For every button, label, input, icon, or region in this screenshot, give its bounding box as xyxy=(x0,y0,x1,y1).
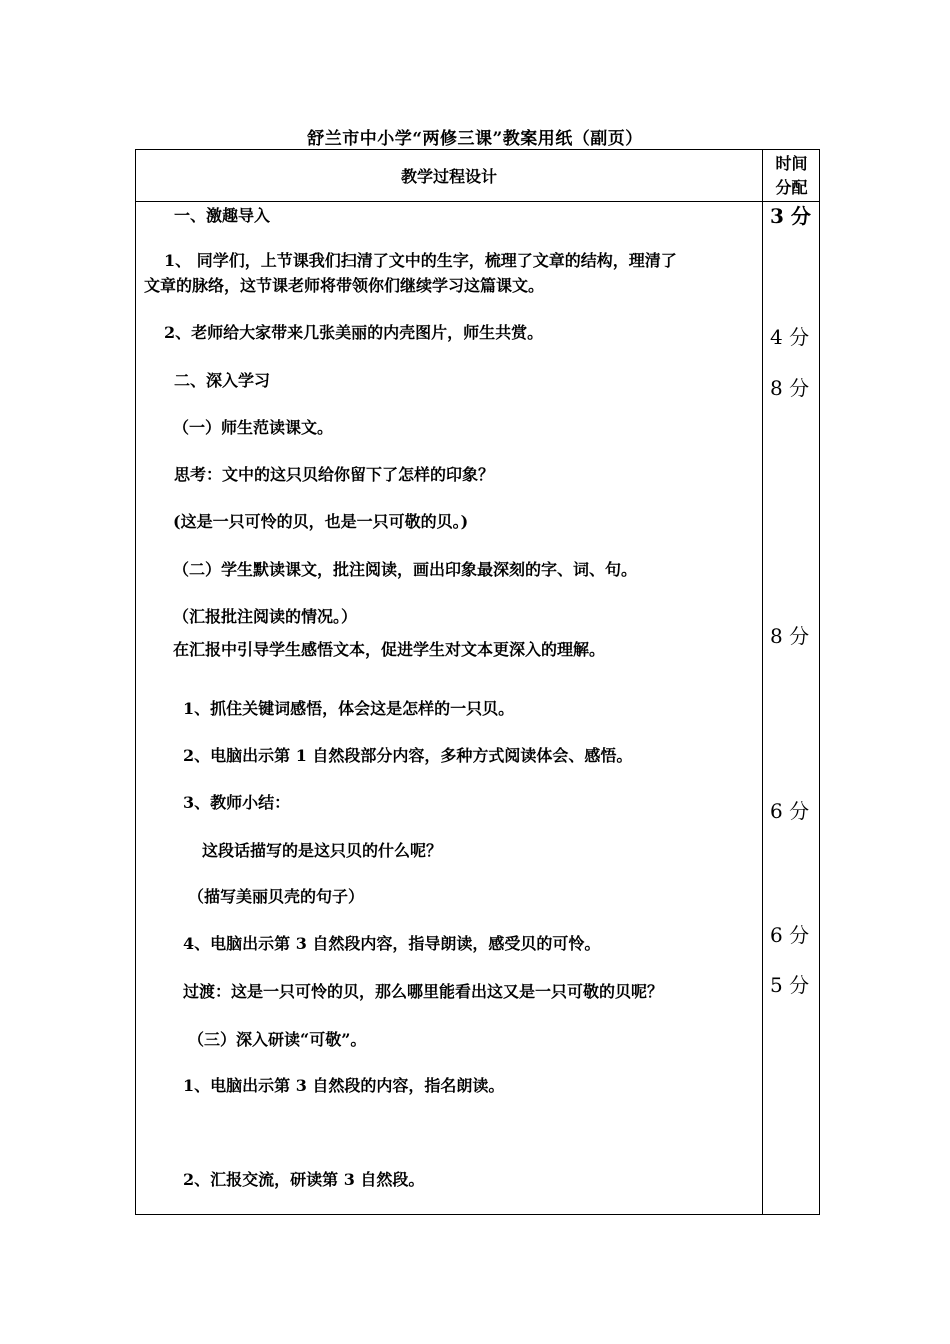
time-images: 4 分 xyxy=(770,325,810,349)
step-2-paragraph-1: 2、电脑出示第 1 自然段部分内容，多种方式阅读体会、感悟。 xyxy=(183,746,633,765)
time-paragraph-3: 6 分 xyxy=(770,923,810,947)
deep-step-2: 2、汇报交流，研读第 3 自然段。 xyxy=(183,1170,425,1189)
subsection-1: （一）师生范读课文。 xyxy=(173,418,334,437)
section-deep-study-heading: 二、深入学习 xyxy=(174,371,271,390)
section-intro-heading: 一、激趣导入 xyxy=(174,206,271,225)
subsection-2: （二）学生默读课文，批注阅读，画出印象最深刻的字、词、句。 xyxy=(173,560,638,579)
header-teaching-process: 教学过程设计 xyxy=(400,167,497,186)
intro-item-1: 1、 同学们，上节课我们扫清了文中的生字，梳理了文章的结构，理清了 xyxy=(164,251,677,270)
guide-understanding: 在汇报中引导学生感悟文本，促进学生对文本更深入的理解。 xyxy=(173,640,606,659)
step-1-keywords: 1、抓住关键词感悟，体会这是怎样的一只贝。 xyxy=(183,699,515,718)
intro-item-1-cont: 文章的脉络，这节课老师将带领你们继续学习这篇课文。 xyxy=(144,276,545,295)
step-3-summary: 3、教师小结： xyxy=(183,793,291,812)
time-summary: 6 分 xyxy=(770,799,810,823)
header-divider xyxy=(136,201,819,202)
deep-step-1: 1、电脑出示第 3 自然段的内容，指名朗读。 xyxy=(183,1076,505,1095)
question-impression: 思考：文中的这只贝给你留下了怎样的印象？ xyxy=(174,465,495,484)
intro-item-2: 2、老师给大家带来几张美丽的内壳图片，师生共赏。 xyxy=(164,323,544,342)
header-time-line2: 分配 xyxy=(775,177,808,197)
column-divider xyxy=(762,150,763,1214)
subsection-3: （三）深入研读“可敬”。 xyxy=(188,1030,367,1049)
transition: 过渡：这是一只可怜的贝，那么哪里能看出这又是一只可敬的贝呢？ xyxy=(183,982,664,1001)
document-title: 舒兰市中小学“两修三课”教案用纸（副页） xyxy=(307,129,643,149)
time-reading: 8 分 xyxy=(770,376,810,400)
report-annotation: （汇报批注阅读的情况。） xyxy=(173,607,358,626)
summary-answer: （描写美丽贝壳的句子） xyxy=(188,887,365,906)
time-report: 8 分 xyxy=(770,624,810,648)
answer-impression: (这是一只可怜的贝，也是一只可敬的贝。) xyxy=(173,512,469,531)
lesson-plan-table xyxy=(135,149,820,1215)
time-transition: 5 分 xyxy=(770,973,810,997)
header-time-allocation xyxy=(763,150,820,201)
step-4-paragraph-3: 4、电脑出示第 3 自然段内容，指导朗读，感受贝的可怜。 xyxy=(183,934,601,953)
header-time-line1: 时间 xyxy=(775,153,808,173)
summary-question: 这段话描写的是这只贝的什么呢？ xyxy=(202,841,443,860)
time-intro: 3 分 xyxy=(770,204,811,228)
